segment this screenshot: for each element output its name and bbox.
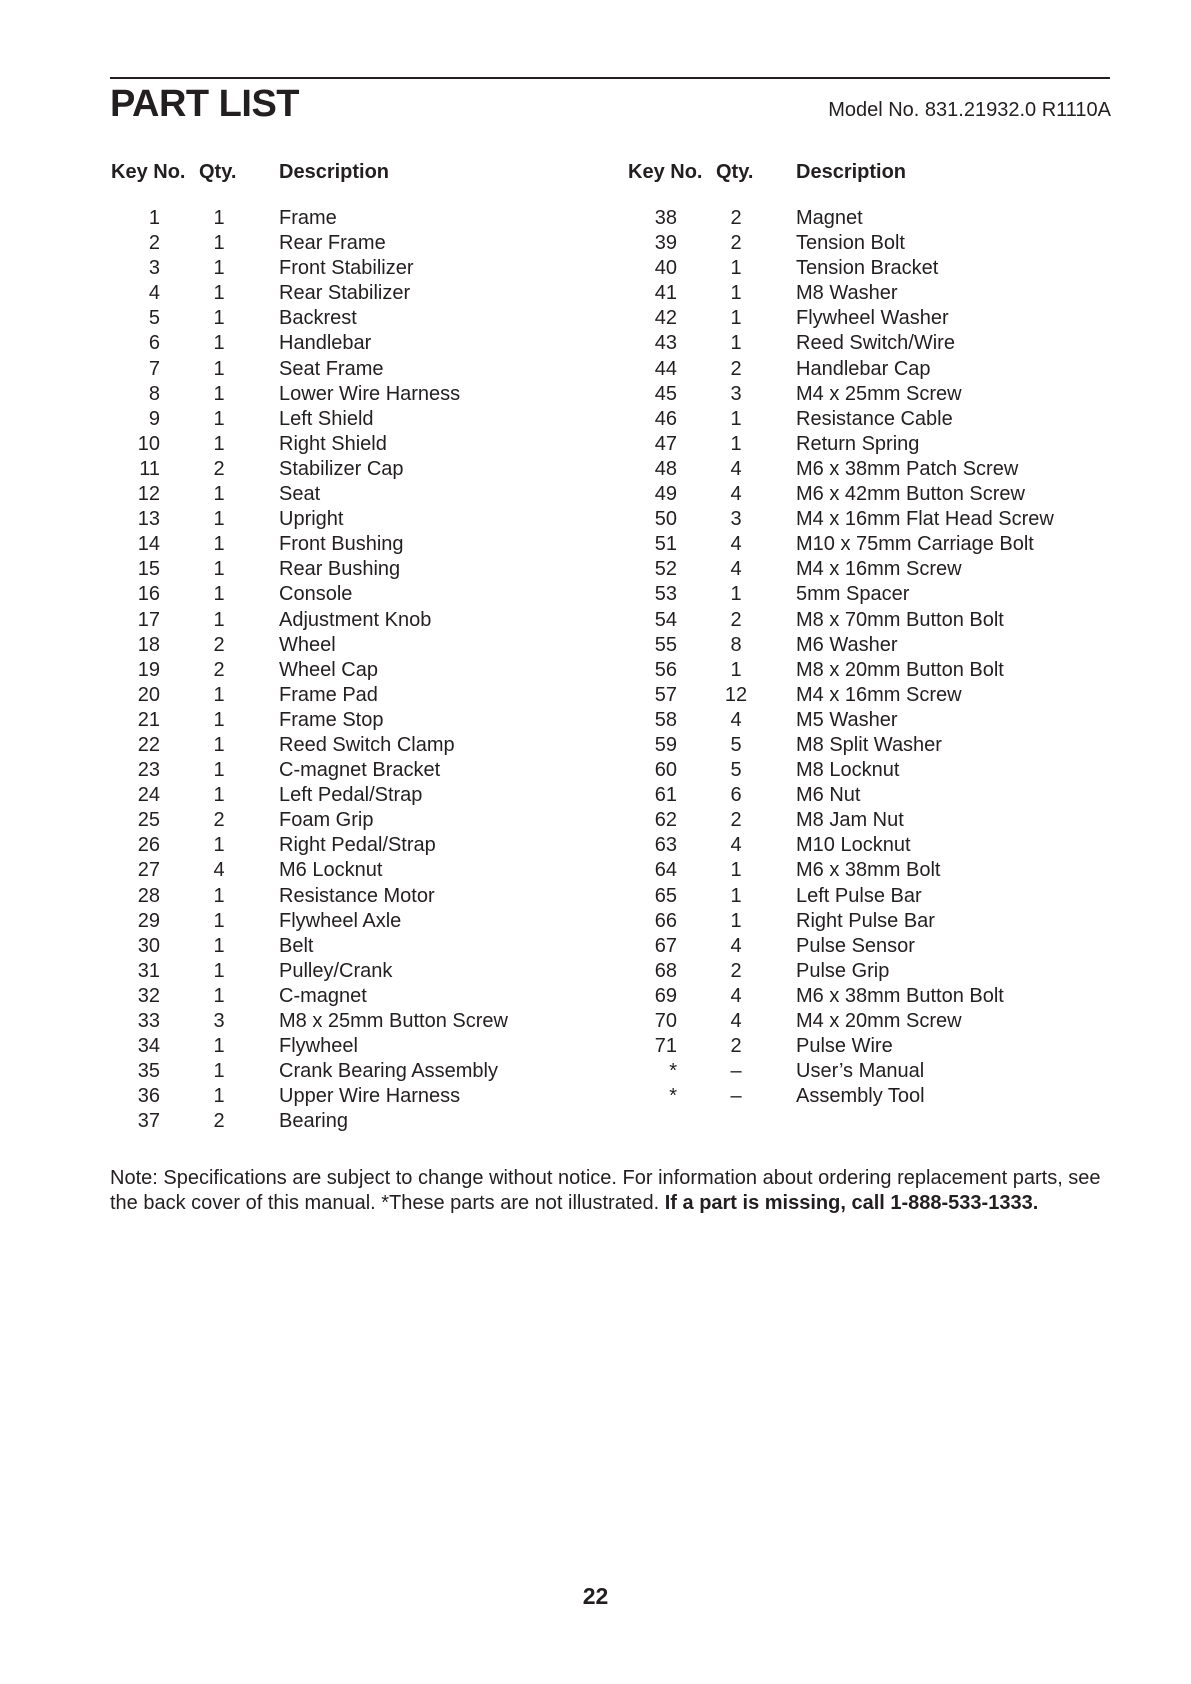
part-key-number: * bbox=[669, 1085, 677, 1108]
part-key-number: * bbox=[669, 1060, 677, 1083]
part-description: M4 x 16mm Screw bbox=[796, 558, 962, 581]
part-key-number: 10 bbox=[137, 432, 160, 455]
part-quantity: 2 bbox=[213, 658, 225, 681]
part-key-number: 7 bbox=[148, 357, 160, 380]
part-quantity: 4 bbox=[213, 859, 225, 882]
part-description: Right Pedal/Strap bbox=[279, 834, 436, 857]
part-description: Reed Switch/Wire bbox=[796, 332, 955, 355]
part-description: Handlebar Cap bbox=[796, 357, 931, 380]
part-description: Lower Wire Harness bbox=[279, 382, 461, 405]
part-description: Resistance Cable bbox=[796, 407, 953, 430]
part-quantity: 12 bbox=[724, 683, 748, 706]
part-key-number: 18 bbox=[137, 633, 160, 656]
part-description: Seat bbox=[279, 483, 321, 506]
part-description: Wheel bbox=[279, 633, 336, 656]
part-quantity: – bbox=[730, 1060, 742, 1083]
note-text: Note: Specifications are subject to change without notice. For information about ordering replacement parts, see the back cover of this manual. *These parts are not illustrated. bbox=[110, 1167, 1101, 1214]
part-key-number: 5 bbox=[148, 307, 160, 330]
part-key-number: 34 bbox=[137, 1035, 160, 1058]
part-key-number: 54 bbox=[654, 608, 677, 631]
part-key-number: 39 bbox=[654, 232, 677, 255]
description-column-header: Description bbox=[279, 161, 390, 183]
part-key-number: 66 bbox=[654, 909, 677, 932]
part-key-number: 15 bbox=[137, 558, 160, 581]
part-description: Return Spring bbox=[796, 432, 920, 455]
part-description: M8 Split Washer bbox=[796, 733, 942, 756]
part-key-number: 68 bbox=[654, 959, 677, 982]
part-description: Pulse Wire bbox=[796, 1035, 893, 1058]
part-key-number: 41 bbox=[654, 282, 677, 305]
part-description: Frame bbox=[279, 207, 337, 229]
part-quantity: 1 bbox=[730, 307, 742, 330]
part-key-number: 13 bbox=[137, 508, 160, 531]
part-quantity: 1 bbox=[730, 658, 742, 681]
part-quantity: 4 bbox=[730, 483, 742, 506]
part-quantity: 3 bbox=[213, 1010, 225, 1032]
part-quantity: 4 bbox=[730, 708, 742, 731]
part-description: M8 x 25mm Button Screw bbox=[279, 1010, 508, 1032]
part-quantity: 1 bbox=[213, 683, 225, 706]
part-key-number: 51 bbox=[654, 533, 677, 556]
part-quantity: 1 bbox=[730, 583, 742, 606]
part-description: Right Pulse Bar bbox=[796, 909, 935, 932]
part-quantity: 1 bbox=[213, 733, 225, 756]
part-description: Adjustment Knob bbox=[279, 608, 432, 631]
part-quantity: 1 bbox=[213, 357, 225, 380]
part-quantity: 2 bbox=[730, 232, 742, 255]
part-quantity: 1 bbox=[730, 257, 742, 280]
part-description: Flywheel bbox=[279, 1035, 358, 1058]
part-description: M6 x 38mm Patch Screw bbox=[796, 457, 1019, 480]
note-bold-text: If a part is missing, call 1-888-533-1333. bbox=[664, 1192, 1039, 1214]
part-quantity: 1 bbox=[730, 282, 742, 305]
part-key-number: 33 bbox=[137, 1010, 160, 1032]
part-description: Belt bbox=[279, 934, 314, 957]
part-quantity: 2 bbox=[730, 207, 742, 229]
part-key-number: 61 bbox=[654, 784, 677, 807]
part-description: Right Shield bbox=[279, 432, 387, 455]
part-quantity: 5 bbox=[730, 733, 742, 756]
part-quantity: 1 bbox=[213, 432, 225, 455]
part-description: Left Shield bbox=[279, 407, 374, 430]
part-description: M5 Washer bbox=[796, 708, 898, 731]
part-description: M6 Locknut bbox=[279, 859, 383, 882]
part-description: Rear Bushing bbox=[279, 558, 401, 581]
part-quantity: 1 bbox=[213, 1085, 225, 1108]
part-quantity: 1 bbox=[213, 834, 225, 857]
part-key-number: 47 bbox=[654, 432, 677, 455]
part-quantity: 1 bbox=[213, 483, 225, 506]
part-description: Tension Bracket bbox=[796, 257, 939, 280]
part-quantity: 1 bbox=[213, 934, 225, 957]
part-description: Upper Wire Harness bbox=[279, 1085, 461, 1108]
part-quantity: 2 bbox=[730, 959, 742, 982]
part-key-number: 65 bbox=[654, 884, 677, 907]
part-key-number: 37 bbox=[137, 1110, 160, 1133]
part-quantity: 4 bbox=[730, 457, 742, 480]
part-quantity: 1 bbox=[213, 232, 225, 255]
qty-column-header: Qty. bbox=[199, 161, 237, 183]
part-quantity: 1 bbox=[213, 884, 225, 907]
part-quantity: 1 bbox=[213, 1060, 225, 1083]
part-quantity: 1 bbox=[213, 608, 225, 631]
part-key-number: 32 bbox=[137, 984, 160, 1007]
part-description: Rear Frame bbox=[279, 232, 386, 255]
part-key-number: 40 bbox=[654, 257, 677, 280]
part-key-number: 70 bbox=[654, 1010, 677, 1032]
part-quantity: 1 bbox=[213, 407, 225, 430]
part-quantity: 2 bbox=[730, 809, 742, 832]
part-quantity: 1 bbox=[213, 784, 225, 807]
part-description: Console bbox=[279, 583, 353, 606]
part-key-number: 22 bbox=[137, 733, 160, 756]
part-description: M10 Locknut bbox=[796, 834, 911, 857]
part-key-number: 26 bbox=[137, 834, 160, 857]
part-key-number: 46 bbox=[654, 407, 677, 430]
part-key-number: 45 bbox=[654, 382, 677, 405]
part-key-number: 20 bbox=[137, 683, 160, 706]
part-description: M8 Washer bbox=[796, 282, 898, 305]
part-key-number: 14 bbox=[137, 533, 160, 556]
part-key-number: 24 bbox=[137, 784, 160, 807]
part-description: M4 x 25mm Screw bbox=[796, 382, 962, 405]
part-quantity: 1 bbox=[213, 508, 225, 531]
part-key-number: 62 bbox=[654, 809, 677, 832]
part-quantity: 1 bbox=[213, 207, 225, 229]
part-description: Crank Bearing Assembly bbox=[279, 1060, 498, 1083]
part-description: Assembly Tool bbox=[796, 1085, 925, 1108]
part-key-number: 30 bbox=[137, 934, 160, 957]
part-description: Rear Stabilizer bbox=[279, 282, 411, 305]
part-quantity: 2 bbox=[730, 1035, 742, 1058]
part-quantity: 1 bbox=[213, 759, 225, 782]
part-key-number: 23 bbox=[137, 759, 160, 782]
part-key-number: 12 bbox=[137, 483, 160, 506]
header-rule bbox=[110, 77, 1110, 79]
part-quantity: 4 bbox=[730, 934, 742, 957]
qty-column-header: Qty. bbox=[716, 161, 754, 183]
page-title: PART LIST bbox=[110, 83, 300, 125]
part-description: Bearing bbox=[279, 1110, 348, 1133]
part-quantity: 1 bbox=[213, 1035, 225, 1058]
part-description: Seat Frame bbox=[279, 357, 384, 380]
part-description: M6 x 38mm Bolt bbox=[796, 859, 941, 882]
part-key-number: 56 bbox=[654, 658, 677, 681]
part-key-number: 21 bbox=[137, 708, 160, 731]
part-quantity: 4 bbox=[730, 1010, 742, 1032]
part-description: C-magnet bbox=[279, 984, 367, 1007]
part-quantity: 2 bbox=[213, 633, 225, 656]
part-key-number: 29 bbox=[137, 909, 160, 932]
part-key-number: 2 bbox=[148, 232, 160, 255]
part-quantity: 1 bbox=[730, 859, 742, 882]
part-key-number: 6 bbox=[148, 332, 160, 355]
key-column-header: Key No. bbox=[628, 161, 703, 183]
part-key-number: 16 bbox=[137, 583, 160, 606]
part-quantity: 1 bbox=[730, 884, 742, 907]
part-key-number: 36 bbox=[137, 1085, 160, 1108]
part-description: M8 x 20mm Button Bolt bbox=[796, 658, 1004, 681]
part-key-number: 38 bbox=[654, 207, 677, 229]
part-key-number: 53 bbox=[654, 583, 677, 606]
part-key-number: 35 bbox=[137, 1060, 160, 1083]
part-quantity: 2 bbox=[730, 357, 742, 380]
part-description: M6 Nut bbox=[796, 784, 861, 807]
part-key-number: 52 bbox=[654, 558, 677, 581]
part-quantity: 1 bbox=[730, 432, 742, 455]
part-quantity: 6 bbox=[730, 784, 742, 807]
part-quantity: 2 bbox=[730, 608, 742, 631]
part-description: Pulley/Crank bbox=[279, 959, 393, 982]
part-key-number: 69 bbox=[654, 984, 677, 1007]
part-key-number: 71 bbox=[654, 1035, 677, 1058]
part-key-number: 3 bbox=[148, 257, 160, 280]
part-quantity: 4 bbox=[730, 984, 742, 1007]
part-quantity: 1 bbox=[213, 282, 225, 305]
part-description: Frame Pad bbox=[279, 683, 378, 706]
part-description: 5mm Spacer bbox=[796, 583, 910, 606]
part-description: Front Bushing bbox=[279, 533, 404, 556]
part-quantity: 1 bbox=[213, 909, 225, 932]
part-quantity: 4 bbox=[730, 533, 742, 556]
part-key-number: 4 bbox=[148, 282, 160, 305]
part-key-number: 63 bbox=[654, 834, 677, 857]
part-description: Tension Bolt bbox=[796, 232, 905, 255]
part-key-number: 27 bbox=[137, 859, 160, 882]
part-quantity: 1 bbox=[213, 959, 225, 982]
part-key-number: 50 bbox=[654, 508, 677, 531]
part-description: Frame Stop bbox=[279, 708, 384, 731]
part-key-number: 42 bbox=[654, 307, 677, 330]
part-key-number: 31 bbox=[137, 959, 160, 982]
part-description: Flywheel Axle bbox=[279, 909, 402, 932]
part-description: M10 x 75mm Carriage Bolt bbox=[796, 533, 1034, 556]
part-quantity: 4 bbox=[730, 834, 742, 857]
part-key-number: 55 bbox=[654, 633, 677, 656]
part-key-number: 49 bbox=[654, 483, 677, 506]
part-key-number: 1 bbox=[148, 207, 160, 229]
part-quantity: – bbox=[730, 1085, 742, 1108]
part-key-number: 60 bbox=[654, 759, 677, 782]
part-description: Handlebar bbox=[279, 332, 372, 355]
part-quantity: 1 bbox=[213, 533, 225, 556]
part-quantity: 2 bbox=[213, 809, 225, 832]
note-paragraph bbox=[110, 1166, 1120, 1216]
part-quantity: 1 bbox=[730, 407, 742, 430]
part-description: User’s Manual bbox=[796, 1060, 925, 1083]
part-description: Left Pulse Bar bbox=[796, 884, 922, 907]
part-quantity: 1 bbox=[730, 909, 742, 932]
part-description: M8 x 70mm Button Bolt bbox=[796, 608, 1004, 631]
page-number: 22 bbox=[582, 1583, 609, 1609]
part-description: M4 x 20mm Screw bbox=[796, 1010, 962, 1032]
part-description: M6 Washer bbox=[796, 633, 898, 656]
part-quantity: 1 bbox=[213, 984, 225, 1007]
part-description: Foam Grip bbox=[279, 809, 374, 832]
part-quantity: 1 bbox=[213, 558, 225, 581]
part-description: M6 x 42mm Button Screw bbox=[796, 483, 1025, 506]
part-key-number: 8 bbox=[148, 382, 160, 405]
part-description: C-magnet Bracket bbox=[279, 759, 441, 782]
part-quantity: 1 bbox=[213, 257, 225, 280]
part-description: M8 Locknut bbox=[796, 759, 900, 782]
part-description: Stabilizer Cap bbox=[279, 457, 404, 480]
part-key-number: 28 bbox=[137, 884, 160, 907]
part-quantity: 1 bbox=[213, 583, 225, 606]
part-key-number: 57 bbox=[654, 683, 677, 706]
part-description: Reed Switch Clamp bbox=[279, 733, 455, 756]
part-key-number: 59 bbox=[654, 733, 677, 756]
part-quantity: 1 bbox=[730, 332, 742, 355]
model-number: Model No. 831.21932.0 R1110A bbox=[828, 99, 1111, 121]
part-description: Pulse Sensor bbox=[796, 934, 915, 957]
part-quantity: 2 bbox=[213, 457, 225, 480]
part-description: Magnet bbox=[796, 207, 863, 229]
part-description: M4 x 16mm Screw bbox=[796, 683, 962, 706]
part-quantity: 1 bbox=[213, 708, 225, 731]
part-description: Pulse Grip bbox=[796, 959, 890, 982]
part-quantity: 4 bbox=[730, 558, 742, 581]
part-quantity: 1 bbox=[213, 332, 225, 355]
key-column-header: Key No. bbox=[111, 161, 186, 183]
part-description: Wheel Cap bbox=[279, 658, 378, 681]
part-key-number: 17 bbox=[137, 608, 160, 631]
part-description: M4 x 16mm Flat Head Screw bbox=[796, 508, 1054, 531]
part-key-number: 64 bbox=[654, 859, 677, 882]
part-key-number: 67 bbox=[654, 934, 677, 957]
part-description: M6 x 38mm Button Bolt bbox=[796, 984, 1004, 1007]
part-description: M8 Jam Nut bbox=[796, 809, 904, 832]
part-quantity: 5 bbox=[730, 759, 742, 782]
part-description: Upright bbox=[279, 508, 344, 531]
part-quantity: 1 bbox=[213, 382, 225, 405]
part-description: Front Stabilizer bbox=[279, 257, 414, 280]
part-key-number: 25 bbox=[137, 809, 160, 832]
part-key-number: 44 bbox=[654, 357, 677, 380]
part-quantity: 3 bbox=[730, 508, 742, 531]
part-quantity: 3 bbox=[730, 382, 742, 405]
part-description: Left Pedal/Strap bbox=[279, 784, 423, 807]
part-key-number: 19 bbox=[137, 658, 160, 681]
part-description: Backrest bbox=[279, 307, 357, 330]
part-key-number: 9 bbox=[148, 407, 160, 430]
description-column-header: Description bbox=[796, 161, 907, 183]
part-key-number: 11 bbox=[139, 457, 160, 480]
part-key-number: 43 bbox=[654, 332, 677, 355]
part-quantity: 8 bbox=[730, 633, 742, 656]
part-description: Flywheel Washer bbox=[796, 307, 949, 330]
part-quantity: 2 bbox=[213, 1110, 225, 1133]
part-key-number: 58 bbox=[654, 708, 677, 731]
part-key-number: 48 bbox=[654, 457, 677, 480]
part-quantity: 1 bbox=[213, 307, 225, 330]
part-description: Resistance Motor bbox=[279, 884, 435, 907]
